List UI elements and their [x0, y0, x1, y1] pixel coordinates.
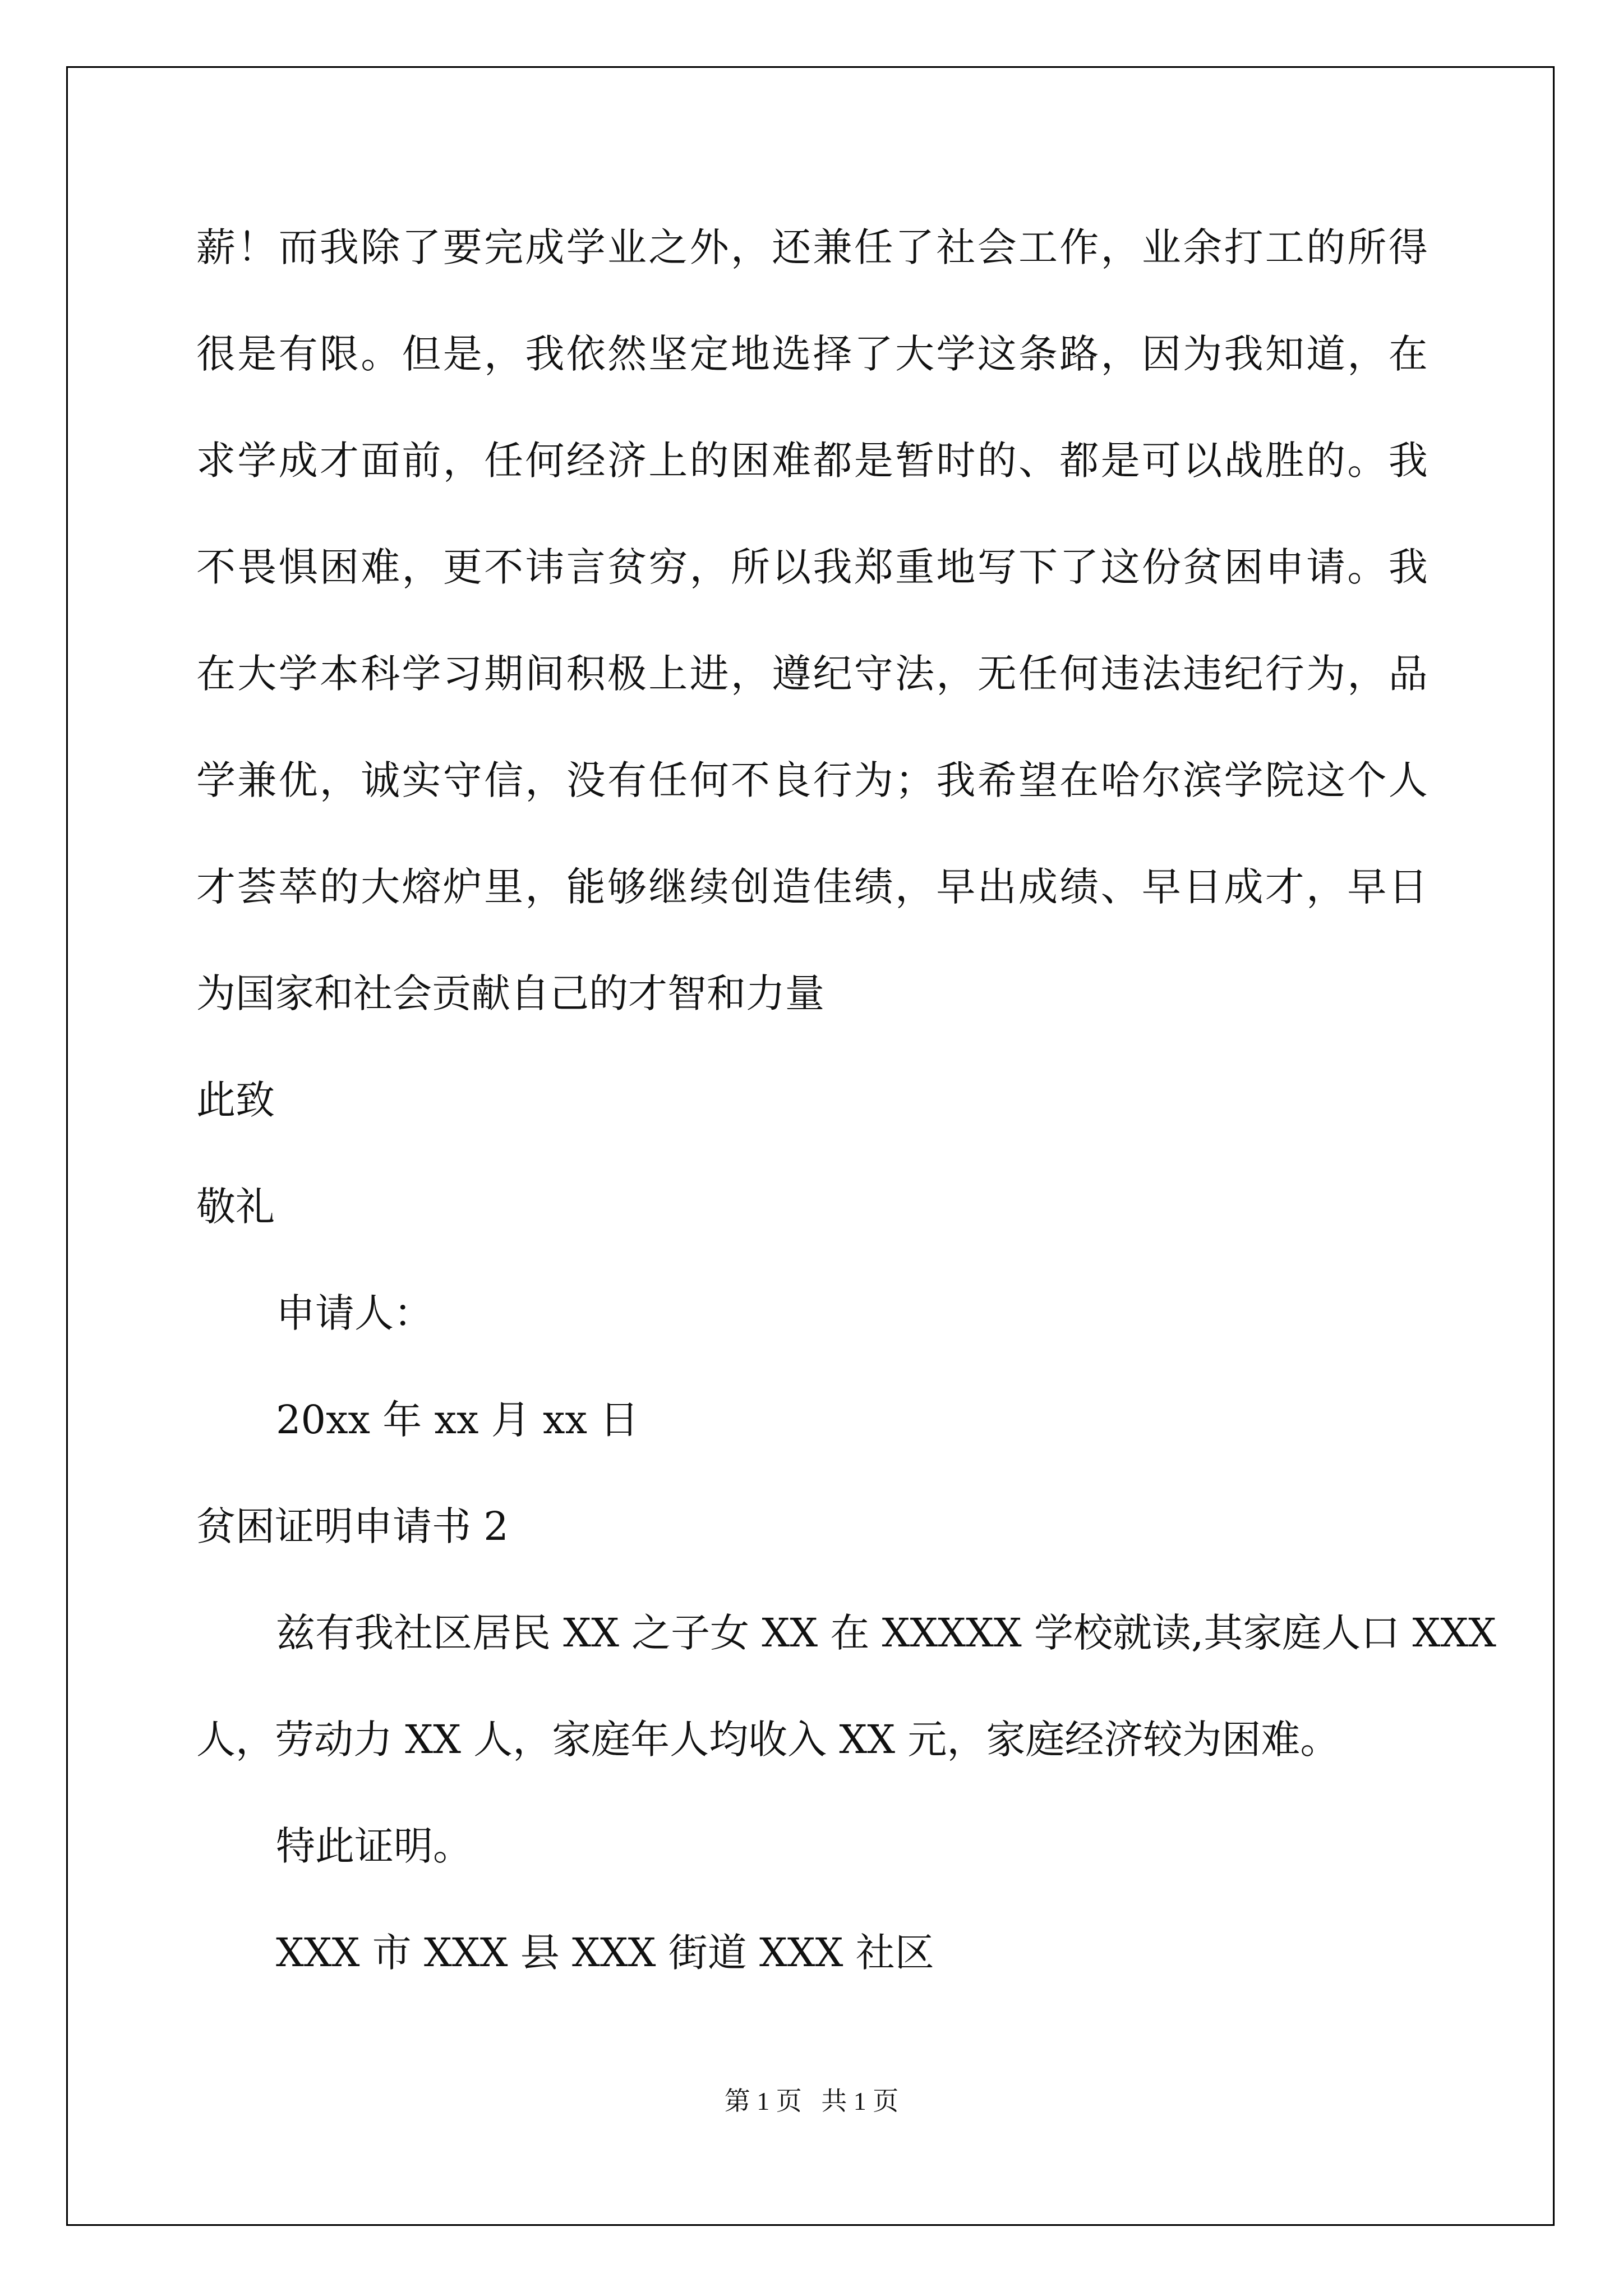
proof-line: 人，劳动力 XX 人，家庭年人均收入 XX 元，家庭经济较为困难。: [196, 1717, 1340, 1763]
section-title: 贫困证明申请书 2: [196, 1503, 509, 1549]
applicant-label: 申请人：: [276, 1290, 433, 1336]
body-line: 很是有限。但是，我依然坚定地选择了大学这条路，因为我知道，在: [196, 331, 1430, 377]
body-line: 求学成才面前，任何经济上的困难都是暂时的、都是可以战胜的。我: [196, 438, 1430, 484]
issuer-line: XXX 市 XXX 县 XXX 街道 XXX 社区: [276, 1930, 934, 1976]
body-line: 不畏惧困难，更不讳言贫穷，所以我郑重地写下了这份贫困申请。我: [196, 544, 1430, 590]
body-line: 在大学本科学习期间积极上进，遵纪守法，无任何违法违纪行为，品: [196, 651, 1430, 697]
body-line: 才荟萃的大熔炉里，能够继续创造佳绩，早出成绩、早日成才，早日: [196, 864, 1430, 910]
proof-line: 兹有我社区居民 XX 之子女 XX 在 XXXXX 学校就读,其家庭人口 XXX: [276, 1610, 1497, 1656]
closing-salutation: 此致: [196, 1077, 275, 1123]
body-line: 为国家和社会贡献自己的才智和力量: [196, 970, 824, 1016]
closing-regards: 敬礼: [196, 1184, 275, 1230]
page-border: [66, 66, 1555, 2226]
body-line: 薪！而我除了要完成学业之外，还兼任了社会工作，业余打工的所得: [196, 224, 1430, 270]
certify-text: 特此证明。: [276, 1823, 472, 1869]
body-line: 学兼优，诚实守信，没有任何不良行为；我希望在哈尔滨学院这个人: [196, 757, 1430, 803]
page-footer: 第 1 页 共 1 页: [724, 2087, 899, 2115]
date-line: 20xx 年 xx 月 xx 日: [276, 1397, 639, 1443]
